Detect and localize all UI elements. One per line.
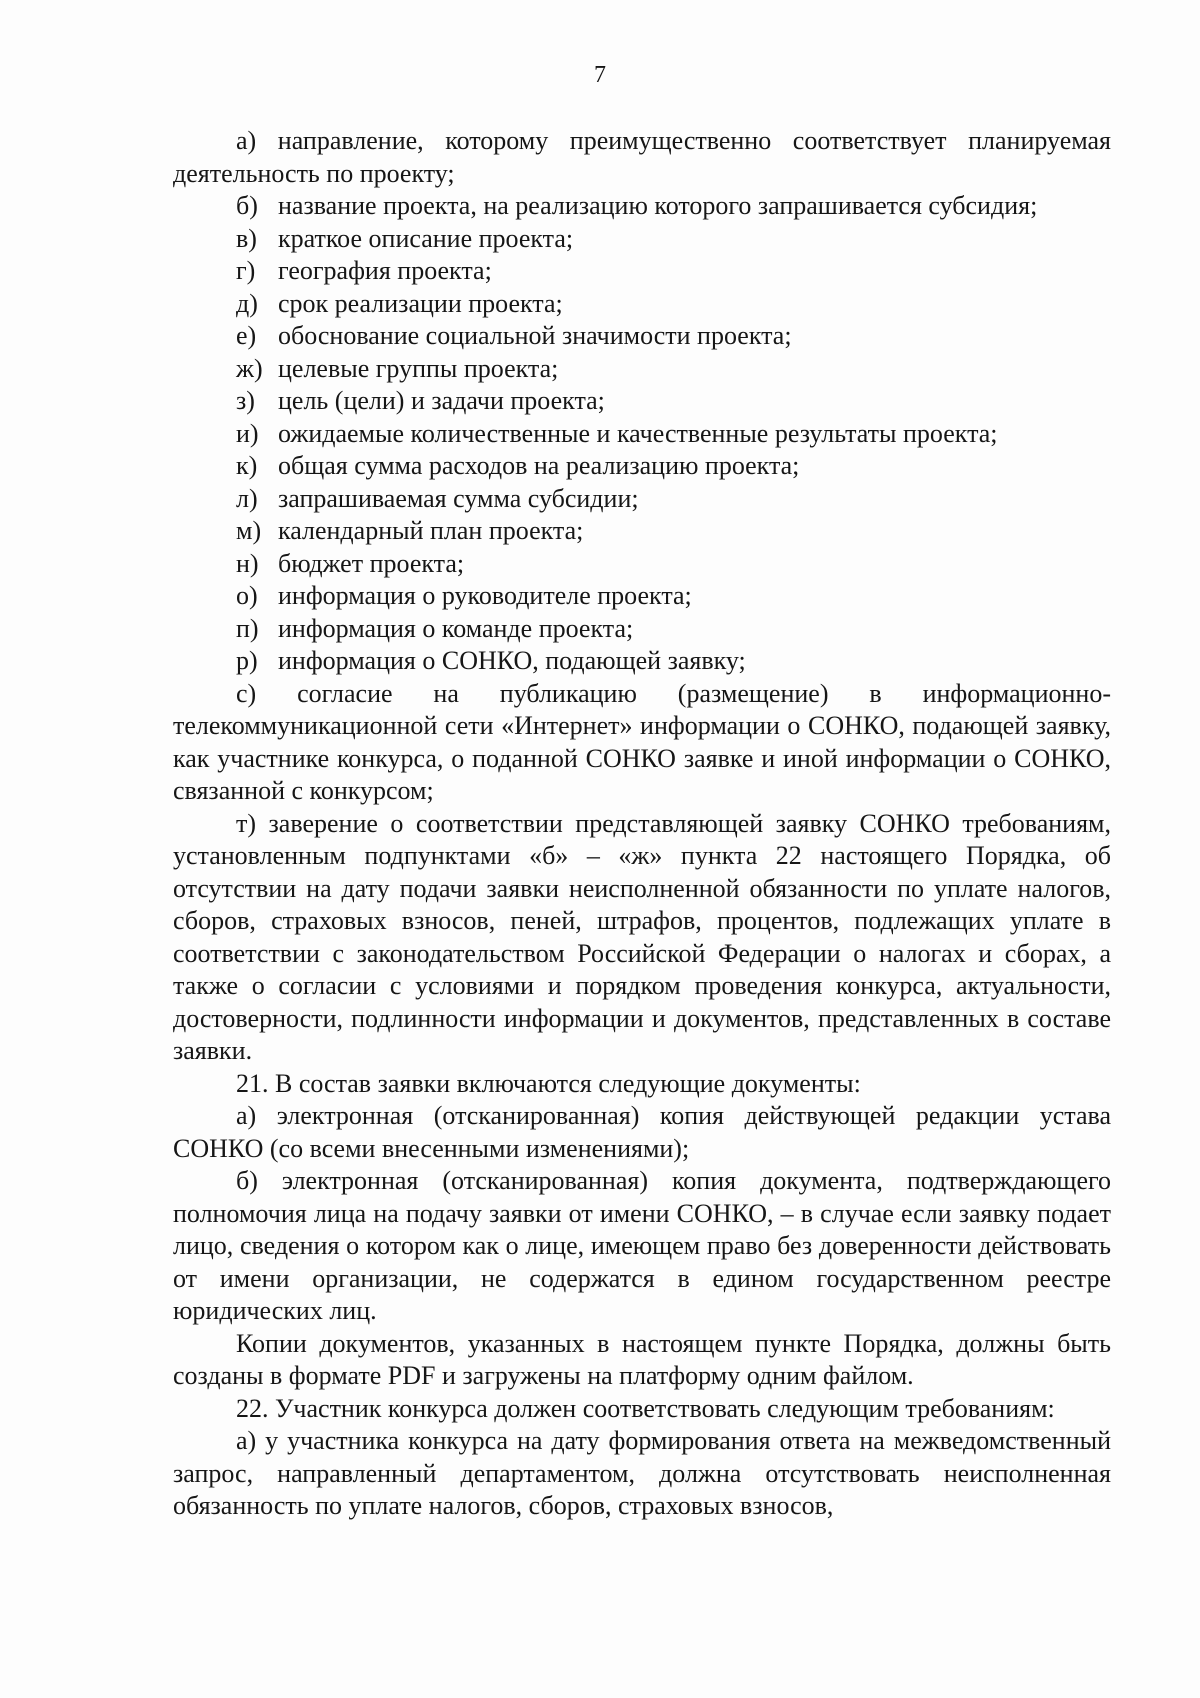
clause-21-item-a: а) электронная (отсканированная) копия действующей редакции устава СОНКО (со всеми внесенными изменениями); [173, 1101, 1111, 1163]
list-item [173, 548, 1111, 581]
item-marker: т) [236, 808, 257, 838]
item-text: информация о СОНКО, подающей заявку; [278, 646, 746, 675]
copies-note: Копии документов, указанных в настоящем пункте Порядка, должны быть созданы в формате PDF и загружены на платформу одним файлом. [173, 1328, 1111, 1390]
item-marker: а) [236, 126, 257, 155]
item-text: краткое описание проекта; [278, 223, 574, 253]
list-item [173, 613, 1111, 646]
item-text: срок реализации проекта; [278, 288, 563, 318]
clause-22-item-a: а) у участника конкурса на дату формирования ответа на межведомственный запрос, направленный департаментом, должна отсутствовать неисполненная обязанность по уплате налогов, сборов, страховых взносов, [173, 1426, 1111, 1520]
clause-21-intro: 21. В состав заявки включаются следующие документы: [236, 1068, 861, 1098]
item-text: целевые группы проекта; [278, 353, 559, 383]
item-marker: е) [236, 321, 257, 350]
item-text: география проекта; [278, 256, 492, 285]
item-marker: с) [236, 678, 257, 708]
item-text: бюджет проекта; [278, 548, 465, 578]
item-marker: д) [236, 288, 258, 318]
clause-22-intro: 22. Участник конкурса должен соответствовать следующим требованиям: [236, 1393, 1055, 1423]
list-item [173, 483, 1111, 516]
list-item [173, 515, 1111, 548]
item-marker: р) [236, 646, 258, 675]
item-text: название проекта, на реализацию которого запрашивается субсидия; [278, 191, 1038, 220]
item-text: согласие на публикацию (размещение) в информационно-телекоммуникационной сети «Интернет» информации о СОНКО, подающей заявку, как участнике конкурса, о поданной СОНКО заявке и иной информации о СОНКО, связанной с конкурсом; [173, 678, 1111, 805]
item-marker: и) [236, 418, 259, 448]
clause-21-item-b: б) электронная (отсканированная) копия документа, подтверждающего полномочия лица на подачу заявки от имени СОНКО, – в случае если заявку подает лицо, сведения о котором как о лице, имеющем право без доверенности действовать от имени организации, не содержатся в едином государственном реестре юридических лиц. [173, 1166, 1111, 1325]
list-item [173, 288, 1111, 321]
item-marker: в) [236, 223, 257, 253]
list-item [173, 255, 1111, 288]
list-item [173, 678, 1111, 808]
item-marker: з) [236, 386, 255, 415]
item-text: запрашиваемая сумма субсидии; [278, 483, 639, 513]
item-marker: б) [236, 191, 258, 220]
list-item [173, 353, 1111, 386]
list-item [173, 645, 1111, 678]
item-text: информация о руководителе проекта; [278, 581, 692, 610]
item-marker: ж) [236, 353, 263, 383]
list-item [173, 320, 1111, 353]
item-marker: л) [236, 483, 258, 513]
item-text: календарный план проекта; [278, 516, 584, 545]
list-item [173, 385, 1111, 418]
item-marker: н) [236, 548, 259, 578]
item-text: цель (цели) и задачи проекта; [278, 386, 605, 415]
item-marker: к) [236, 451, 258, 480]
page-number: 7 [594, 62, 606, 88]
list-item [173, 808, 1111, 1068]
list-item [173, 418, 1111, 451]
item-text: обоснование социальной значимости проекта; [278, 321, 792, 350]
list-item [173, 223, 1111, 256]
item-text: направление, которому преимущественно соответствует планируемая деятельность по проекту; [173, 126, 1112, 188]
list-item [173, 580, 1111, 613]
list-item [173, 125, 1111, 190]
list-item [173, 190, 1111, 223]
item-text: информация о команде проекта; [278, 613, 634, 643]
list-item [173, 450, 1111, 483]
item-text: заверение о соответствии представляющей заявку СОНКО требованиям, установленным подпунктами «б» – «ж» пункта 22 настоящего Порядка, об отсутствии на дату подачи заявки неисполненной обязанности по уплате налогов, сборов, страховых взносов, пеней, штрафов, процентов, подлежащих уплате в соответствии с законодательством Российской Федерации о налогах и сборах, а также о согласии с условиями и порядком проведения конкурса, актуальности, достоверности, подлинности информации и документов, представленных в составе заявки. [173, 808, 1111, 1065]
item-text: ожидаемые количественные и качественные результаты проекта; [278, 418, 998, 448]
item-marker: м) [236, 516, 262, 545]
item-marker: о) [236, 581, 258, 610]
document-body [173, 125, 1111, 1523]
item-marker: п) [236, 613, 259, 643]
item-text: общая сумма расходов на реализацию проекта; [278, 451, 800, 480]
item-marker: г) [236, 256, 256, 285]
